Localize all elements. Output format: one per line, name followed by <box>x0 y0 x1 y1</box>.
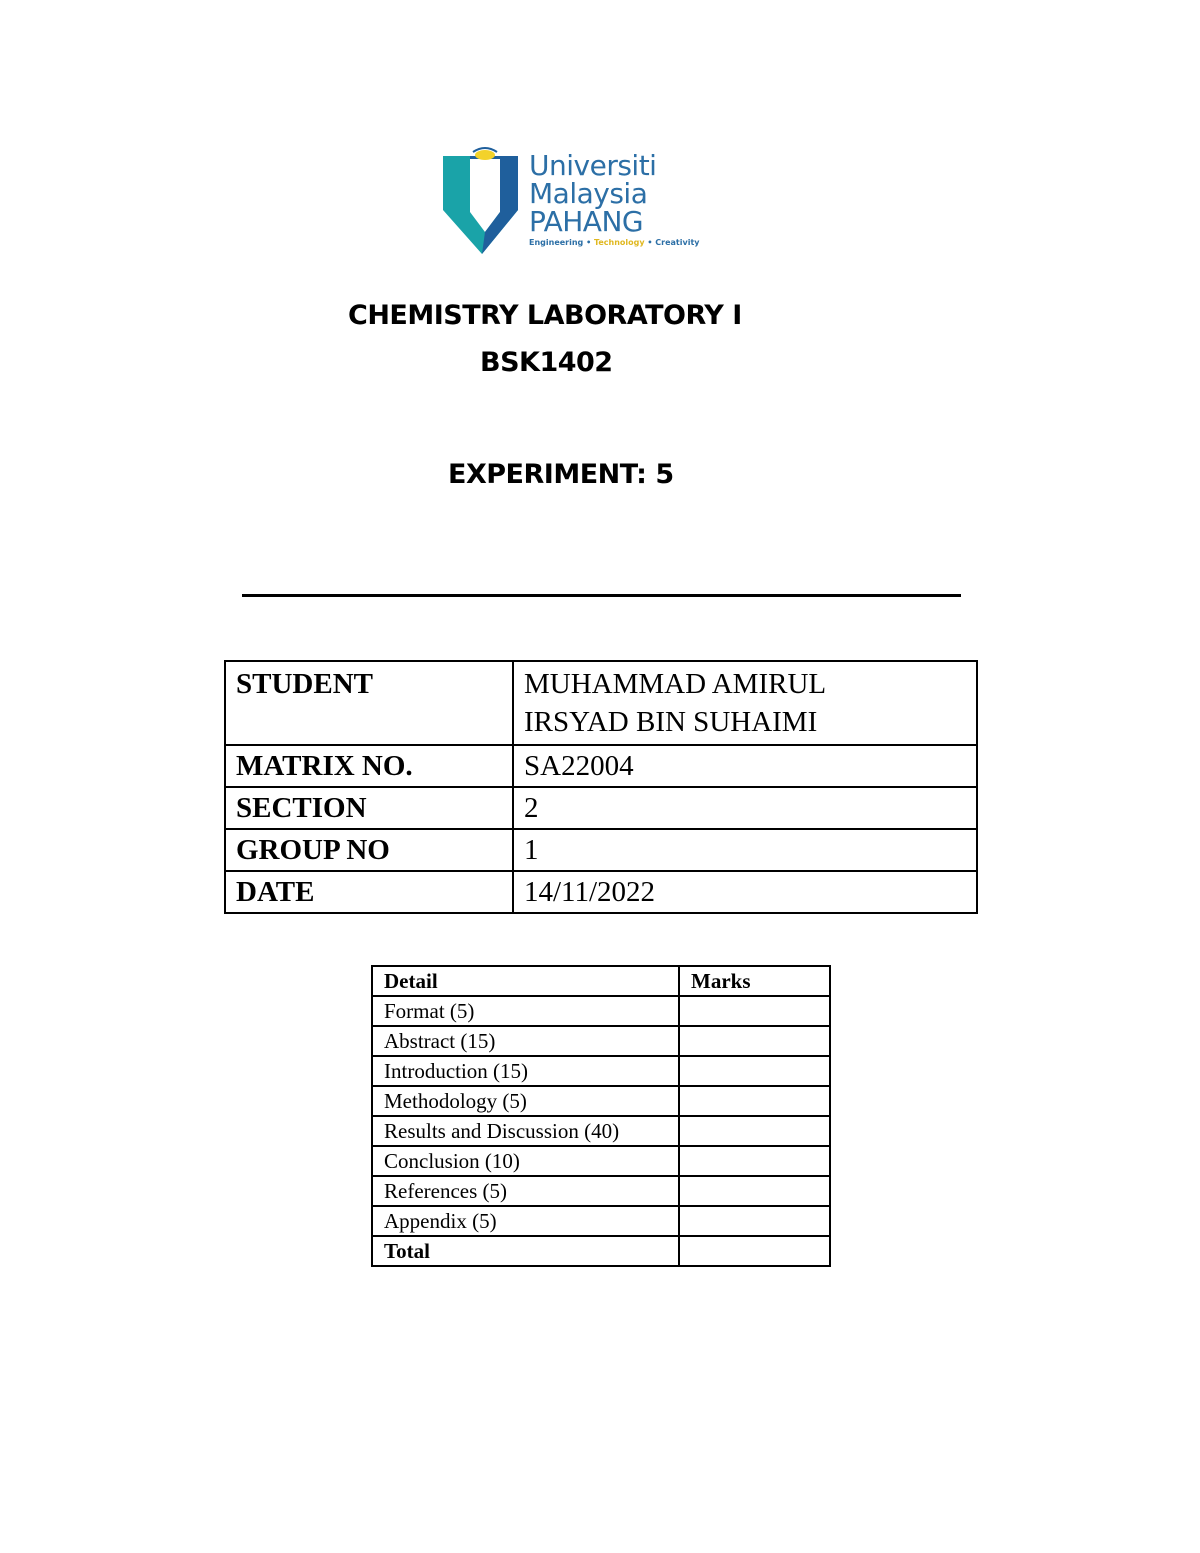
total-label: Total <box>372 1236 679 1266</box>
tagline-engineering: Engineering • <box>529 238 594 247</box>
group-value: 1 <box>513 829 977 871</box>
row-abstract: Abstract (15) <box>372 1026 679 1056</box>
matrix-value: SA22004 <box>513 745 977 787</box>
total-marks-cell <box>679 1236 830 1266</box>
matrix-label: MATRIX NO. <box>225 745 513 787</box>
date-row <box>225 871 977 913</box>
section-row <box>225 787 977 829</box>
student-info-table <box>224 660 978 914</box>
table-row <box>372 1146 830 1176</box>
logo-line-malaysia: Malaysia <box>529 177 648 210</box>
marks-cell <box>679 1176 830 1206</box>
marks-cell <box>679 1146 830 1176</box>
university-logo <box>440 146 700 258</box>
table-row <box>372 1056 830 1086</box>
date-value: 14/11/2022 <box>513 871 977 913</box>
table-row <box>372 1026 830 1056</box>
row-appendix: Appendix (5) <box>372 1206 679 1236</box>
title-underline <box>242 594 961 597</box>
student-name-line2: IRSYAD BIN SUHAIMI <box>524 706 818 738</box>
group-label: GROUP NO <box>225 829 513 871</box>
tagline-creativity: • Creativity <box>644 238 700 247</box>
experiment-title: EXPERIMENT: 5 <box>448 459 674 490</box>
total-row <box>372 1236 830 1266</box>
marks-header-row <box>372 966 830 996</box>
row-conclusion: Conclusion (10) <box>372 1146 679 1176</box>
logo-line-pahang: PAHANG <box>529 205 644 238</box>
table-row <box>372 1086 830 1116</box>
logo-tagline <box>529 238 700 248</box>
section-label: SECTION <box>225 787 513 829</box>
section-value: 2 <box>513 787 977 829</box>
row-references: References (5) <box>372 1176 679 1206</box>
marks-cell <box>679 1086 830 1116</box>
row-format: Format (5) <box>372 996 679 1026</box>
tagline-technology: Technology <box>593 238 645 247</box>
date-label: DATE <box>225 871 513 913</box>
shield-emblem-icon <box>440 146 530 258</box>
student-label: STUDENT <box>225 661 513 745</box>
student-value <box>513 661 977 745</box>
student-row <box>225 661 977 745</box>
marks-cell <box>679 1206 830 1236</box>
student-name-line1: MUHAMMAD AMIRUL <box>524 668 827 700</box>
header-marks: Marks <box>679 966 830 996</box>
matrix-row <box>225 745 977 787</box>
marks-cell <box>679 1026 830 1056</box>
marks-cell <box>679 1056 830 1086</box>
logo-line-universiti: Universiti <box>529 149 657 182</box>
logo-wordmark <box>529 149 700 248</box>
table-row <box>372 1116 830 1146</box>
row-methodology: Methodology (5) <box>372 1086 679 1116</box>
row-results-discussion: Results and Discussion (40) <box>372 1116 679 1146</box>
marks-cell <box>679 1116 830 1146</box>
marks-table <box>371 965 831 1267</box>
group-row <box>225 829 977 871</box>
header-detail: Detail <box>372 966 679 996</box>
table-row <box>372 1206 830 1236</box>
course-title: CHEMISTRY LABORATORY I <box>348 300 742 331</box>
marks-cell <box>679 996 830 1026</box>
table-row <box>372 996 830 1026</box>
table-row <box>372 1176 830 1206</box>
row-introduction: Introduction (15) <box>372 1056 679 1086</box>
course-code: BSK1402 <box>480 347 613 378</box>
